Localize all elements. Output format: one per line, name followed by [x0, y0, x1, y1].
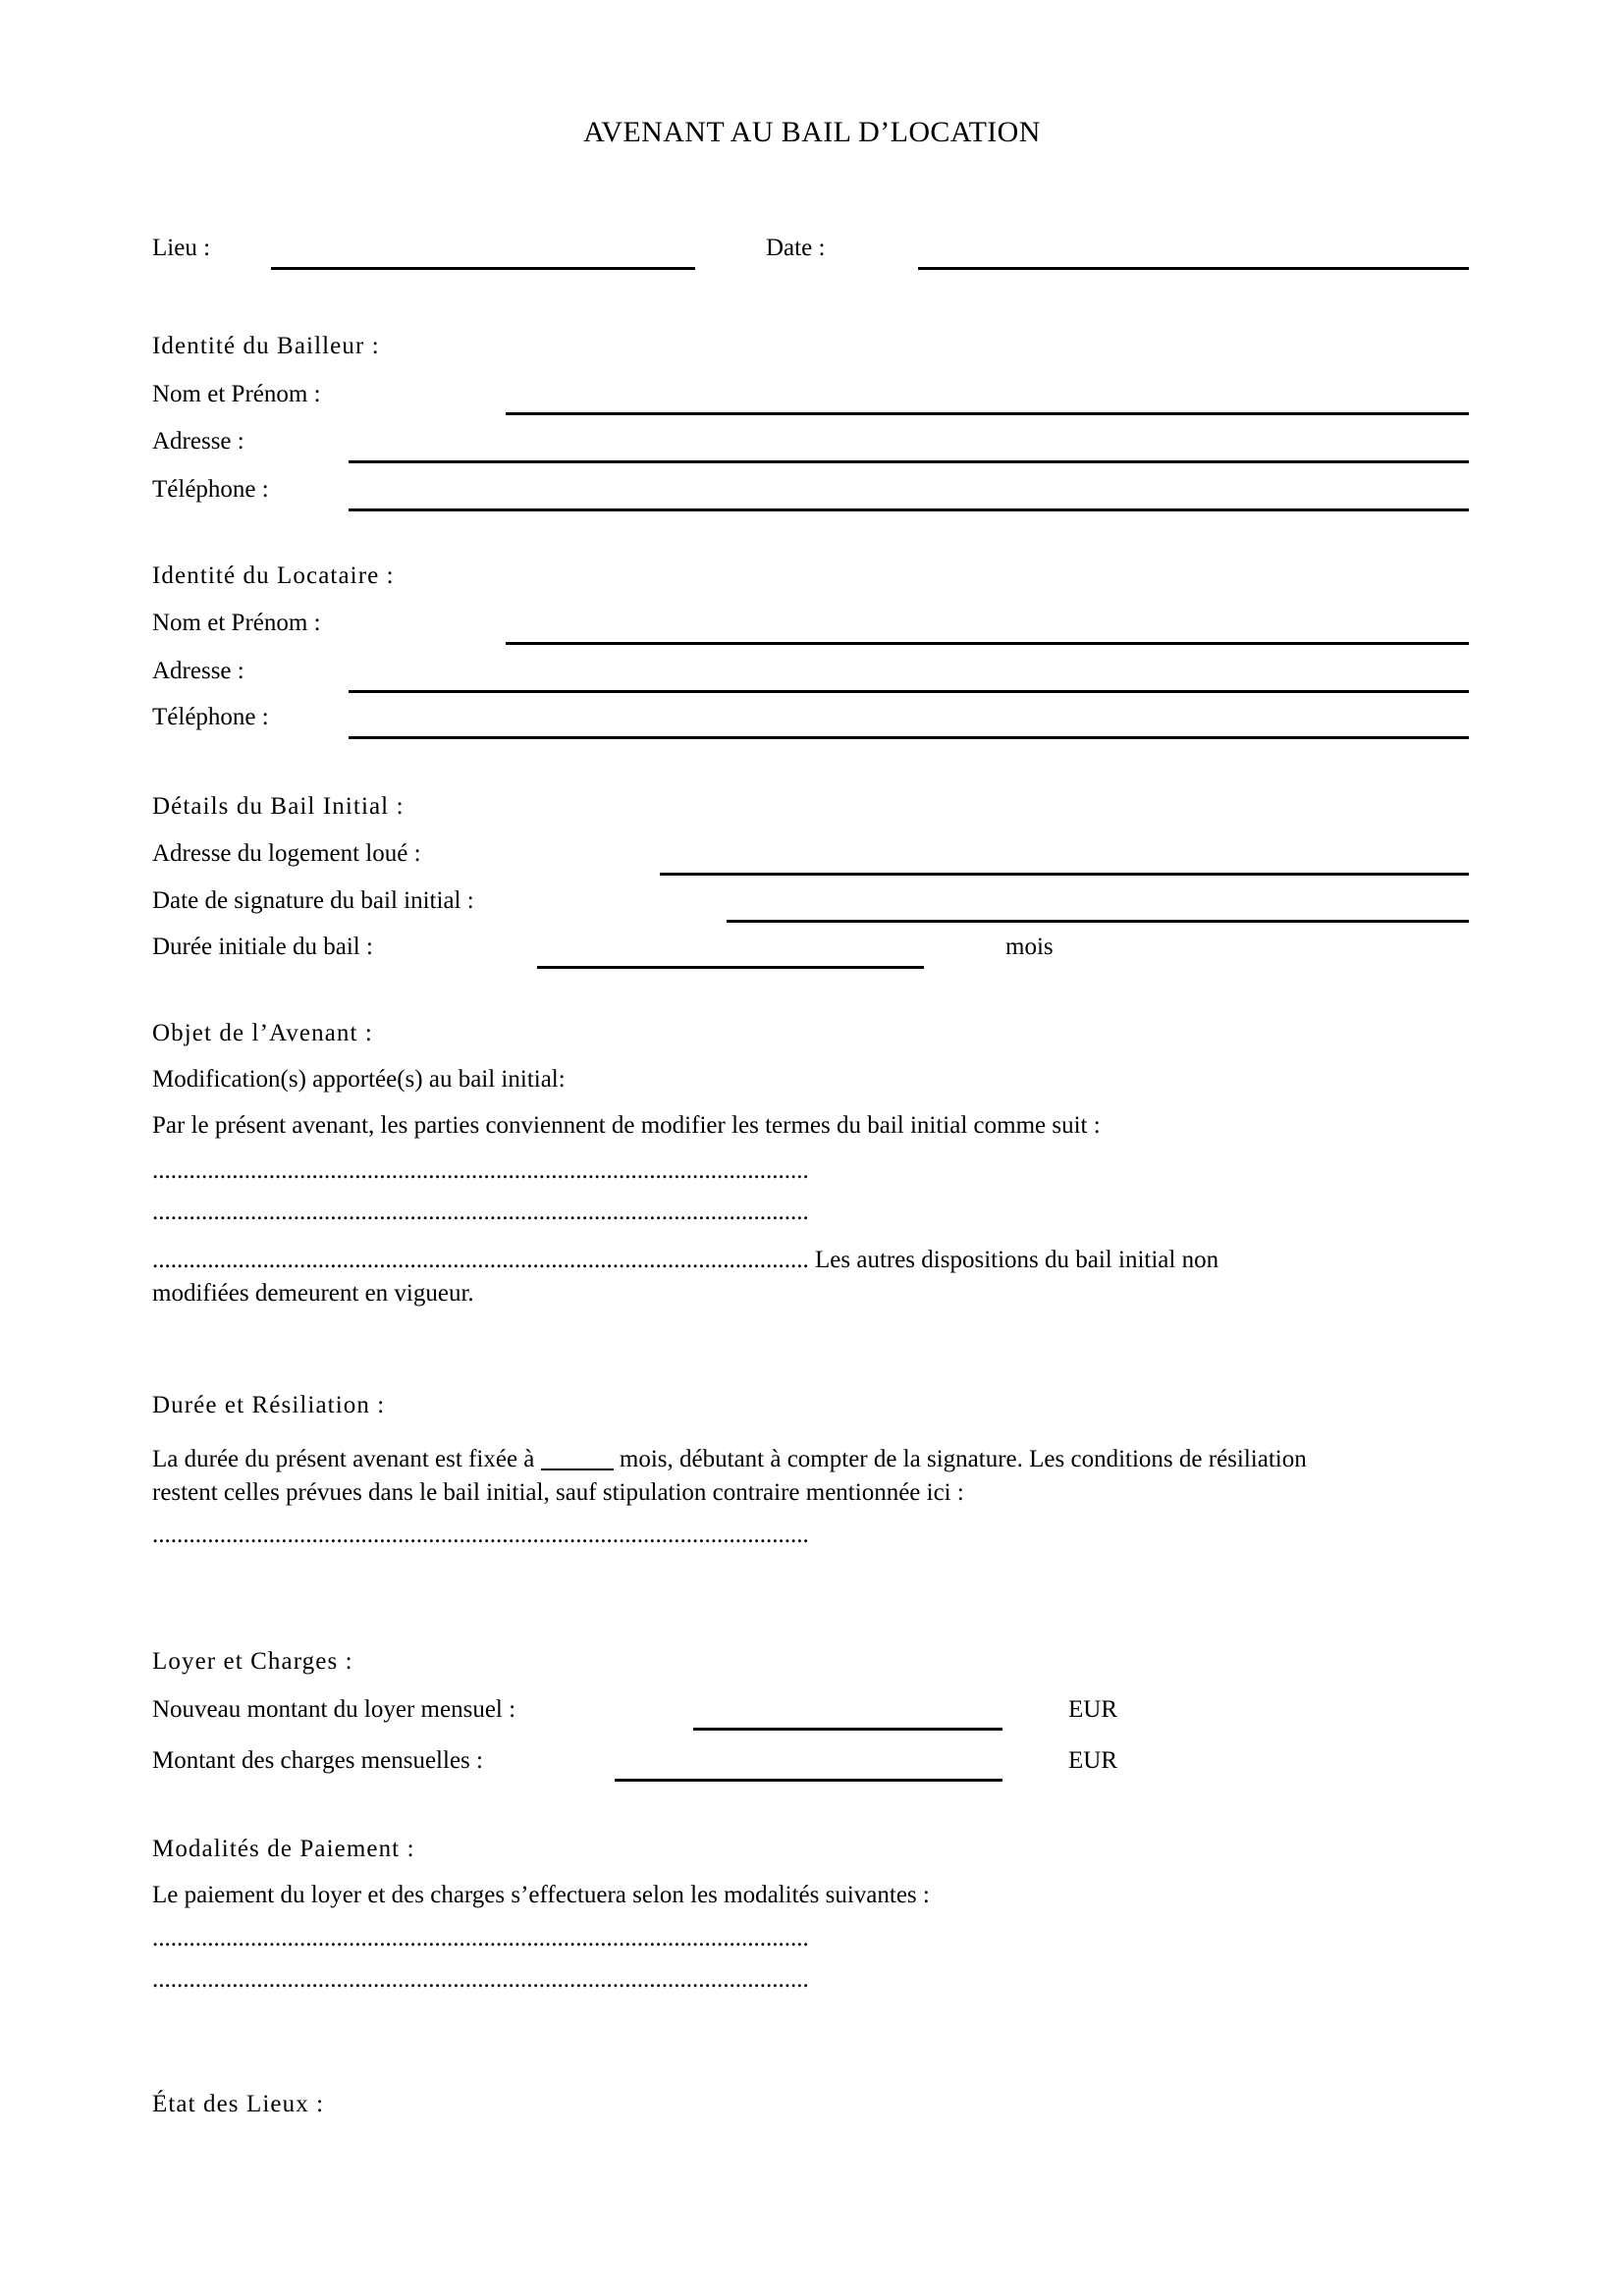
duration-termination-heading: Durée et Résiliation :	[152, 1392, 386, 1418]
date-input-rule[interactable]	[918, 267, 1469, 270]
amendment-dotted-line-2[interactable]: ...........................................................................................................	[152, 1199, 809, 1225]
date-label: Date :	[766, 235, 826, 261]
initial-signature-date-rule[interactable]	[727, 920, 1469, 923]
amendment-intro-text: Par le présent avenant, les parties conviennent de modifier les termes du bail initial comme suit :	[152, 1112, 1101, 1139]
initial-duration-unit: mois	[1005, 934, 1054, 960]
landlord-name-label: Nom et Prénom :	[152, 381, 321, 407]
duration-termination-body-line-2: restent celles prévues dans le bail initial, sauf stipulation contraire mentionnée ici :	[152, 1479, 964, 1506]
initial-lease-section-heading: Détails du Bail Initial :	[152, 793, 405, 820]
new-rent-currency: EUR	[1068, 1696, 1117, 1723]
landlord-address-label: Adresse :	[152, 428, 244, 454]
charges-rule[interactable]	[615, 1779, 1002, 1782]
landlord-section-heading: Identité du Bailleur :	[152, 333, 380, 359]
tenant-name-rule[interactable]	[506, 642, 1469, 645]
initial-duration-rule[interactable]	[537, 966, 924, 969]
landlord-phone-rule[interactable]	[349, 508, 1469, 511]
dwelling-address-label: Adresse du logement loué :	[152, 840, 421, 867]
dwelling-address-rule[interactable]	[660, 873, 1469, 876]
page-title: AVENANT AU BAIL D’LOCATION	[583, 116, 1041, 148]
tenant-name-label: Nom et Prénom :	[152, 610, 321, 636]
duration-dotted-line-1[interactable]: ...........................................................................................................	[152, 1522, 809, 1548]
amendment-dotted-line-3-row	[152, 1240, 1218, 1281]
amendment-dotted-line-1[interactable]: ...........................................................................................................	[152, 1157, 809, 1184]
landlord-phone-label: Téléphone :	[152, 476, 269, 503]
amendment-trailing-text-line2: modifiées demeurent en vigueur.	[152, 1280, 474, 1307]
duration-body-part-2: mois, débutant à compter de la signature. Les conditions de résiliation	[613, 1446, 1307, 1472]
new-rent-rule[interactable]	[693, 1728, 1002, 1731]
payment-dotted-line-2[interactable]: ...........................................................................................................	[152, 1966, 809, 1993]
charges-currency: EUR	[1068, 1747, 1117, 1774]
tenant-phone-label: Téléphone :	[152, 704, 269, 730]
new-rent-label: Nouveau montant du loyer mensuel :	[152, 1696, 516, 1723]
landlord-name-rule[interactable]	[506, 412, 1469, 415]
payment-terms-intro: Le paiement du loyer et des charges s’effectuera selon les modalités suivantes :	[152, 1882, 930, 1908]
duration-termination-body-line-1	[152, 1439, 1307, 1480]
initial-signature-date-label: Date de signature du bail initial :	[152, 887, 474, 914]
rent-charges-heading: Loyer et Charges :	[152, 1648, 353, 1675]
payment-terms-heading: Modalités de Paiement :	[152, 1836, 415, 1862]
initial-duration-label: Durée initiale du bail :	[152, 934, 373, 960]
place-label: Lieu :	[152, 235, 211, 261]
tenant-address-label: Adresse :	[152, 658, 244, 684]
tenant-phone-rule[interactable]	[349, 736, 1469, 739]
amendment-dotted-line-3[interactable]: ...........................................................................................................	[152, 1247, 809, 1273]
amendment-object-heading: Objet de l’Avenant :	[152, 1020, 373, 1046]
duration-body-part-1: La durée du présent avenant est fixée à	[152, 1446, 541, 1472]
amendment-modifications-subheading: Modification(s) apportée(s) au bail initial:	[152, 1066, 566, 1093]
amendment-trailing-text: Les autres dispositions du bail initial non	[808, 1247, 1219, 1273]
landlord-address-rule[interactable]	[349, 460, 1469, 463]
duration-months-blank[interactable]	[541, 1468, 614, 1470]
tenant-section-heading: Identité du Locataire :	[152, 562, 395, 589]
charges-label: Montant des charges mensuelles :	[152, 1747, 483, 1774]
place-input-rule[interactable]	[271, 267, 695, 270]
inventory-heading: État des Lieux :	[152, 2091, 325, 2117]
tenant-address-rule[interactable]	[349, 690, 1469, 693]
payment-dotted-line-1[interactable]: ...........................................................................................................	[152, 1925, 809, 1951]
